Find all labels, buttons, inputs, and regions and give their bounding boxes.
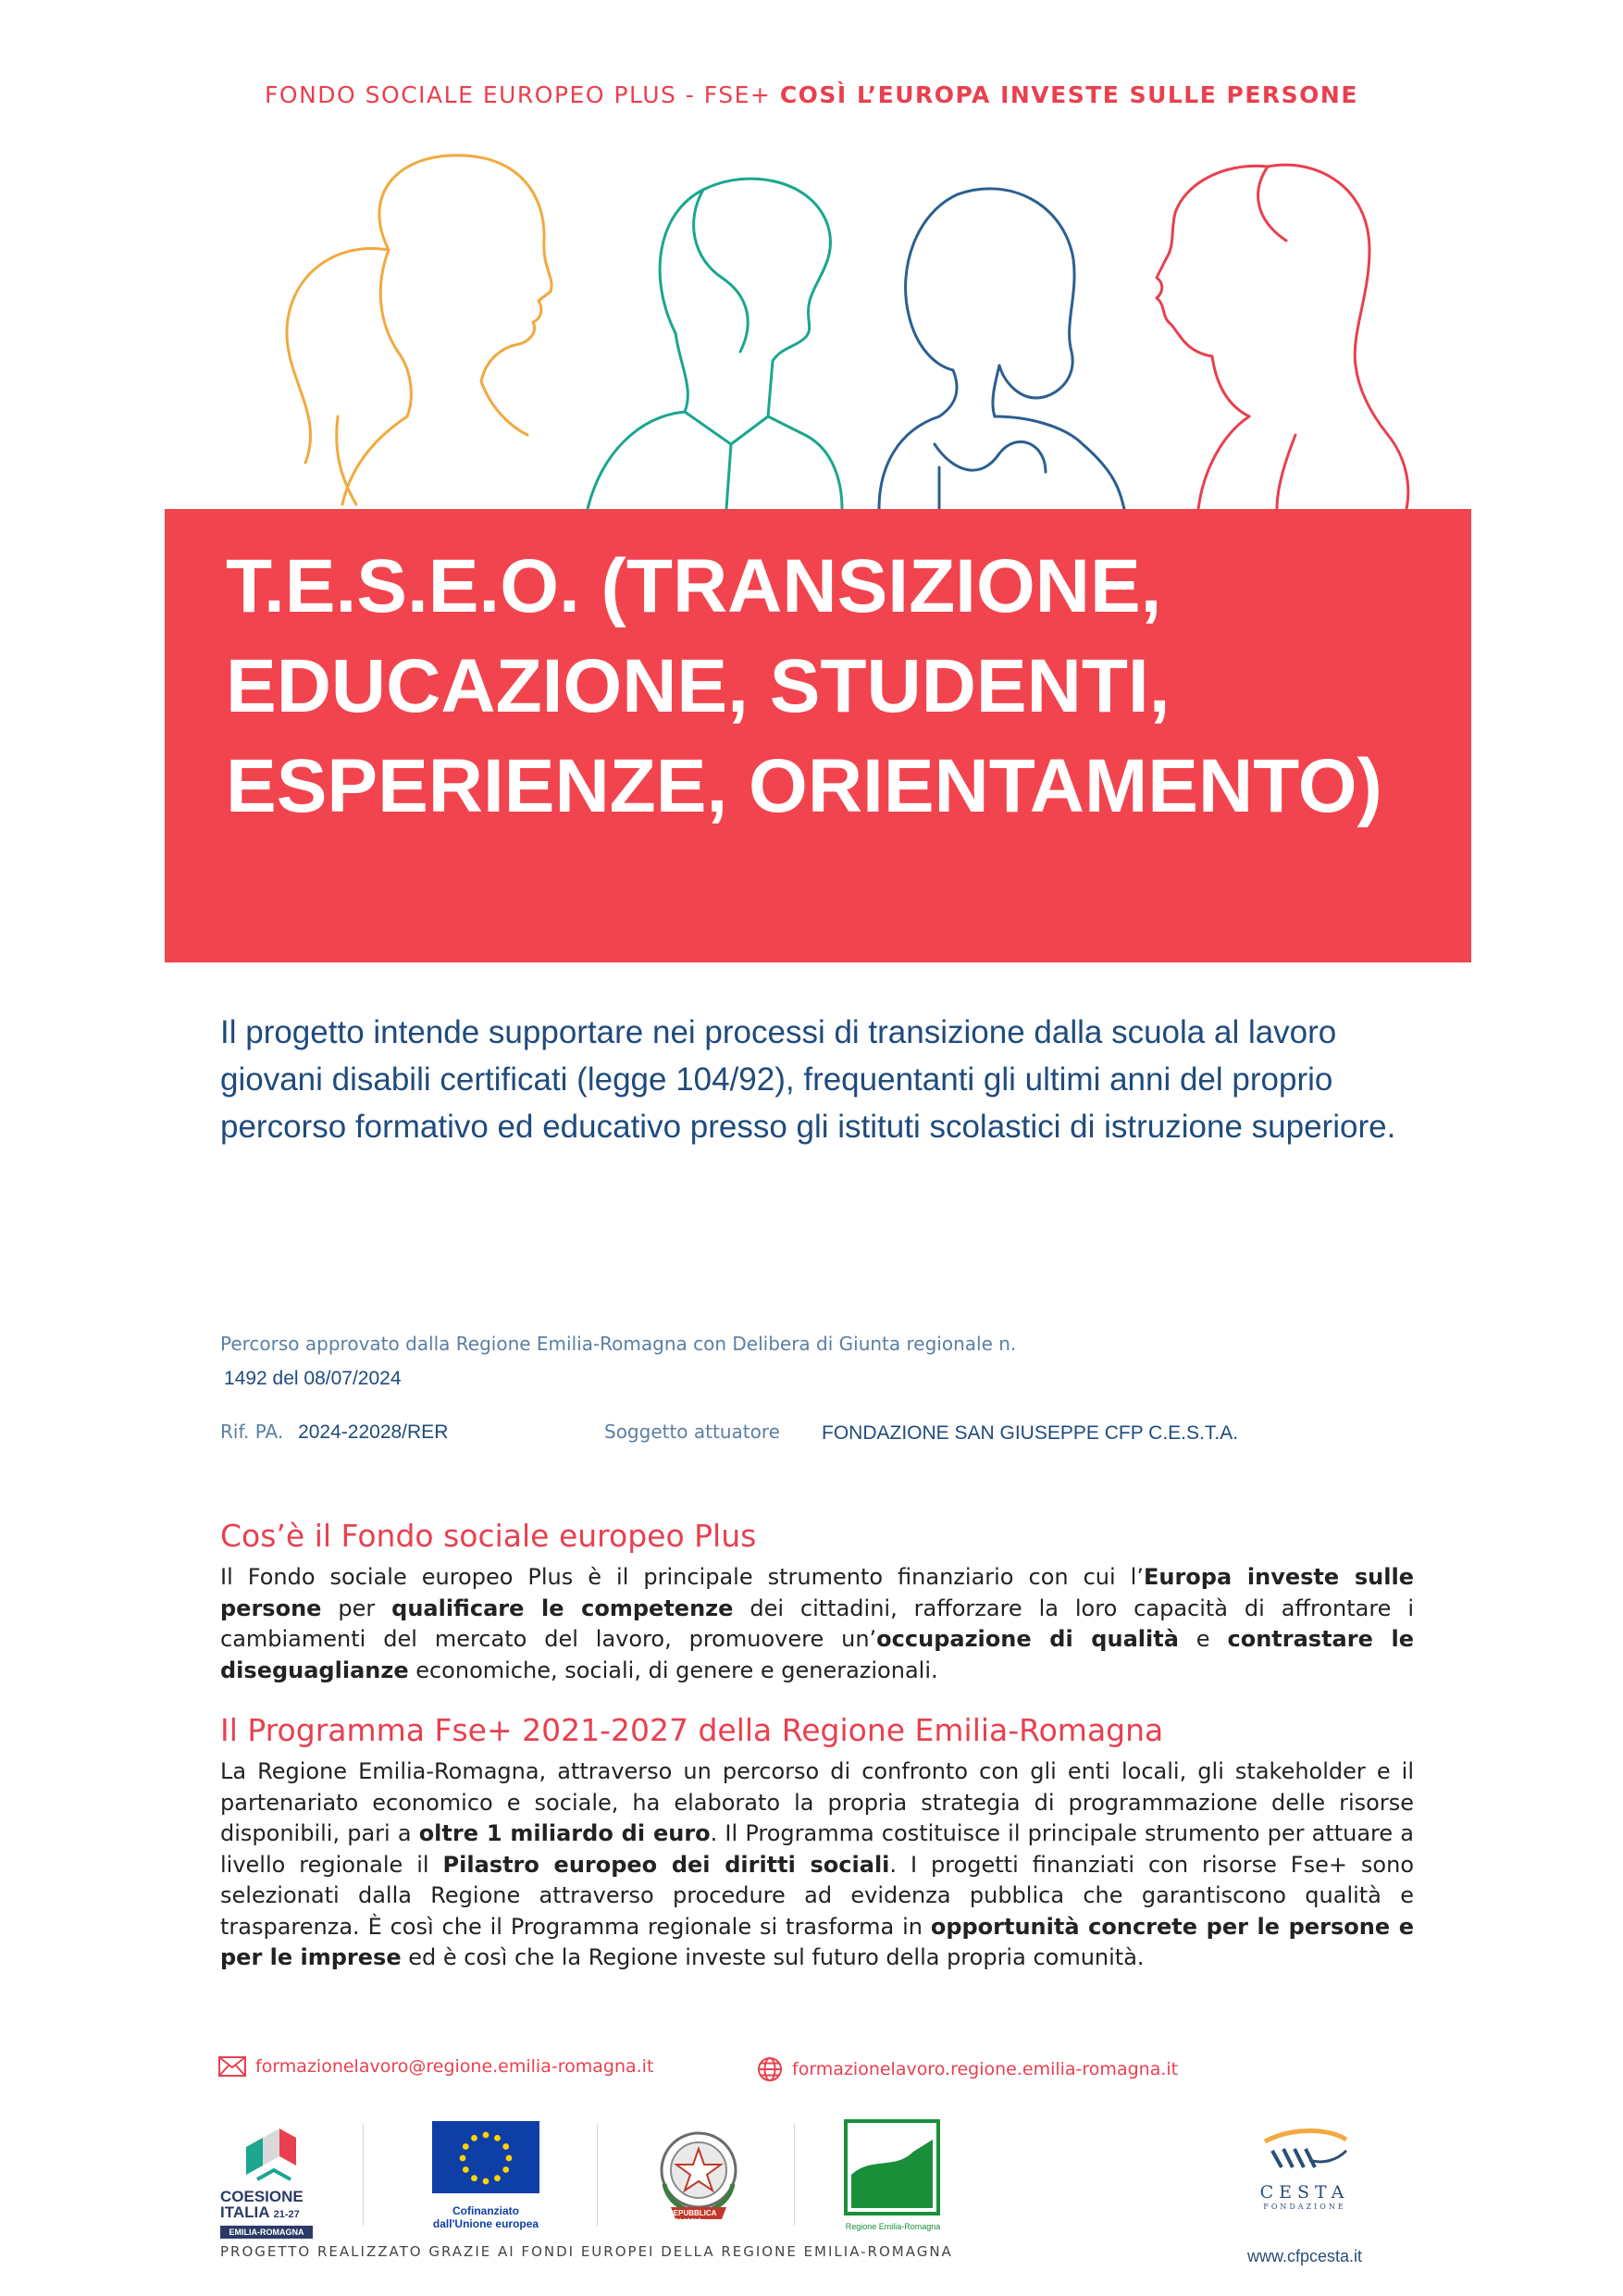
person-blue-outline [879, 189, 1124, 509]
cesta-sub: FONDAZIONE [1263, 2203, 1346, 2211]
logo-separator-3 [794, 2124, 795, 2226]
fse-bold-4: contrastare le diseguaglianze [220, 1626, 1414, 1683]
section-programma-body [220, 1756, 1414, 1974]
project-title-line-2: EDUCAZIONE, STUDENTI, [226, 644, 1171, 728]
rif-value: 2024-22028/RER [298, 1421, 449, 1443]
coesione-region: EMILIA-ROMAGNA [220, 2226, 313, 2239]
cesta-mark [1254, 2123, 1356, 2178]
fse-bold-1: Europa investe sulle persone [220, 1564, 1415, 1621]
coesione-italia-word: ITALIA [220, 2203, 269, 2221]
eu-text-1: Cofinanziato [452, 2204, 519, 2217]
coesione-text-1: COESIONE [220, 2188, 304, 2205]
cesta-name: CESTA [1259, 2182, 1350, 2203]
fse-text-2: per [321, 1595, 392, 1621]
project-title [226, 537, 1447, 837]
email-text: formazionelavoro@regione.emilia-romagna.it [255, 2056, 654, 2077]
programma-text-4: ed è così che la Regione investe sul futuro della propria comunità. [401, 1944, 1145, 1970]
approval-text: Percorso approvato dalla Regione Emilia-Romagna con Delibera di Giunta regionale n. [220, 1333, 1017, 1355]
programma-bold-1: oltre 1 miliardo di euro [418, 1820, 711, 1846]
coesione-italia-mark [218, 2119, 320, 2184]
fse-bold-2: qualificare le competenze [391, 1595, 734, 1621]
rif-label: Rif. PA. [220, 1421, 284, 1443]
logos-row [0, 2110, 1623, 2249]
cesta-logo [1240, 2123, 1369, 2243]
section-fse-title: Cos’è il Fondo sociale europeo Plus [220, 1518, 757, 1554]
reference-row [220, 1421, 1442, 1444]
people-illustration [250, 139, 1434, 518]
fse-text-3: dei cittadini, rafforzare la loro capacità di affrontare i cambiamenti del mercato del lavoro, promuovere un’ [220, 1595, 1415, 1652]
delibera-number: 1492 del 08/07/2024 [224, 1368, 402, 1389]
title-banner [165, 509, 1471, 962]
programma-bold-2: Pilastro europeo dei diritti sociali [442, 1851, 890, 1878]
soggetto-label: Soggetto attuatore [604, 1421, 780, 1443]
repubblica-text: REPUBBLICA ITALIANA [668, 2209, 717, 2226]
project-title-line-3: ESPERIENZE, ORIENTAMENTO) [226, 744, 1382, 828]
coesione-italia-logo [218, 2119, 320, 2240]
footer-note: PROGETTO REALIZZATO GRAZIE AI FONDI EUROPEI DELLA REGIONE EMILIA-ROMAGNA [220, 2243, 953, 2260]
person-green-outline [588, 179, 842, 509]
logo-separator-1 [363, 2124, 364, 2226]
person-red-outline [1157, 165, 1408, 509]
website-text: formazionelavoro.regione.emilia-romagna.it [792, 2059, 1179, 2079]
approval-info [220, 1333, 1442, 1390]
programma-text-1: La Regione Emilia-Romagna, attraverso un percorso di confronto con gli enti locali, gli stakeholder e il partenariato economico e sociale, ha elaborato la propria strategia di programmazione delle risorse disponibili, pari a [220, 1758, 1414, 1846]
fse-bold-3: occupazione di qualità [876, 1626, 1179, 1652]
regione-mark [844, 2119, 940, 2217]
project-description: Il progetto intende supportare nei processi di transizione dalla scuola al lavoro giovani disabili certificati (legge 104/92), frequentanti gli ultimi anni del proprio percorso formativo ed educativo presso gli istituti scolastici di istruzione superiore. [220, 1014, 1396, 1145]
section-programma-title: Il Programma Fse+ 2021-2027 della Regione Emilia-Romagna [220, 1712, 1164, 1748]
section-fse-body [220, 1562, 1414, 1686]
website-link[interactable] [757, 2056, 1178, 2082]
header-slogan-bold: COSÌ L’EUROPA INVESTE SULLE PERSONE [779, 81, 1358, 108]
programma-bold-3: opportunità concrete per le persone e per le imprese [220, 1913, 1414, 1970]
coesione-years: 21-27 [273, 2209, 300, 2220]
email-link[interactable] [218, 2056, 653, 2077]
eu-cofinanced-logo [426, 2121, 546, 2241]
mail-icon [218, 2056, 246, 2077]
project-title-line-1: T.E.S.E.O. (TRANSIZIONE, [226, 544, 1162, 628]
repubblica-italiana-emblem [648, 2119, 750, 2240]
eu-flag-icon [432, 2121, 539, 2193]
fse-text-1: Il Fondo sociale europeo Plus è il principale strumento finanziario con cui l’ [220, 1564, 1144, 1590]
header-prefix: FONDO SOCIALE EUROPEO PLUS - FSE+ [265, 81, 772, 108]
regione-emilia-romagna-logo [844, 2119, 946, 2240]
fse-text-4: e [1178, 1626, 1228, 1652]
regione-text: Regione Emilia-Romagna [845, 2222, 941, 2231]
eu-text-2: dall'Unione europea [432, 2217, 539, 2230]
globe-icon [757, 2056, 783, 2082]
header-slogan [0, 81, 1623, 108]
soggetto-value: FONDAZIONE SAN GIUSEPPE CFP C.E.S.T.A. [822, 1422, 1239, 1444]
person-orange-outline [287, 155, 551, 504]
programma-text-2: . Il Programma costituisce il principale strumento per attuare a livello regionale il [220, 1820, 1415, 1878]
fse-text-5: economiche, sociali, di genere e generazionali. [408, 1657, 938, 1683]
coesione-text-2 [220, 2204, 320, 2223]
cesta-website-link[interactable]: www.cfpcesta.it [1247, 2247, 1363, 2265]
programma-text-3: . I progetti finanziati con risorse Fse+ sono selezionati dalla Regione attraverso procedure ad evidenza pubblica che garantiscono qualità e trasparenza. È così che il Programma regionale si trasforma in [220, 1851, 1415, 1940]
logo-separator-2 [597, 2124, 598, 2226]
